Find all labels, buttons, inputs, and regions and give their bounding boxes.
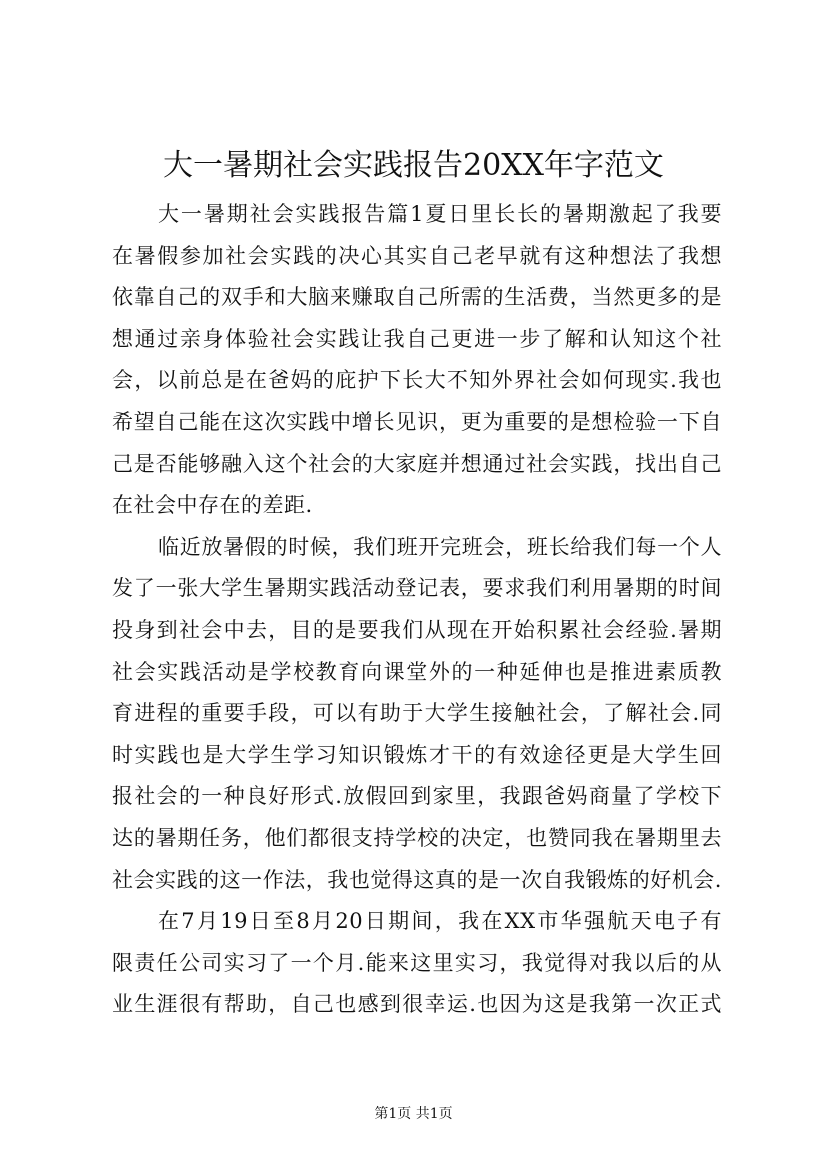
text-line: 投身到社会中去，目的是要我们从现在开始积累社会经验.暑期	[112, 617, 722, 642]
text-line: 在暑假参加社会实践的决心其实自己老早就有这种想法了我想	[112, 243, 722, 268]
text-line: 希望自己能在这次实践中增长见识，更为重要的是想检验一下自	[112, 409, 722, 434]
text-line: 育进程的重要手段，可以有助于大学生接触社会，了解社会.同	[112, 701, 722, 726]
text-line: 业生涯很有帮助，自己也感到很幸运.也因为这是我第一次正式	[112, 992, 722, 1017]
paragraph	[112, 194, 722, 527]
text-line: 临近放暑假的时候，我们班开完班会，班长给我们每一个人	[158, 534, 722, 559]
text-line: 限责任公司实习了一个月.能来这里实习，我觉得对我以后的从	[112, 950, 722, 975]
text-line: 大一暑期社会实践报告篇1夏日里长长的暑期激起了我要	[158, 202, 722, 226]
text-line: 想通过亲身体验社会实践让我自己更进一步了解和认知这个社	[112, 326, 722, 351]
text-line: 发了一张大学生暑期实践活动登记表，要求我们利用暑期的时间	[112, 576, 722, 601]
text-line: 在7月19日至8月20日期间，我在XX市华强航天电子有	[158, 909, 722, 934]
paragraph	[112, 901, 722, 1026]
text-line: 依靠自己的双手和大脑来赚取自己所需的生活费，当然更多的是	[112, 285, 722, 310]
document-title: 大一暑期社会实践报告20XX年字范文	[163, 148, 664, 183]
text-line: 社会实践活动是学校教育向课堂外的一种延伸也是推进素质教	[112, 659, 722, 684]
text-line: 会，以前总是在爸妈的庇护下长大不知外界社会如何现实.我也	[112, 368, 722, 393]
text-line: 报社会的一种良好形式.放假回到家里，我跟爸妈商量了学校下	[112, 784, 722, 809]
document-body	[112, 194, 722, 1026]
text-line: 社会实践的这一作法，我也觉得这真的是一次自我锻炼的好机会.	[112, 867, 722, 892]
text-line: 己是否能够融入这个社会的大家庭并想通过社会实践，找出自己	[112, 451, 722, 476]
text-line: 时实践也是大学生学习知识锻炼才干的有效途径更是大学生回	[112, 742, 722, 767]
paragraph	[112, 527, 722, 901]
text-line: 达的暑期任务，他们都很支持学校的决定，也赞同我在暑期里去	[112, 825, 722, 850]
page-footer: 第1页 共1页	[374, 1106, 453, 1122]
text-line: 在社会中存在的差距.	[112, 493, 313, 518]
